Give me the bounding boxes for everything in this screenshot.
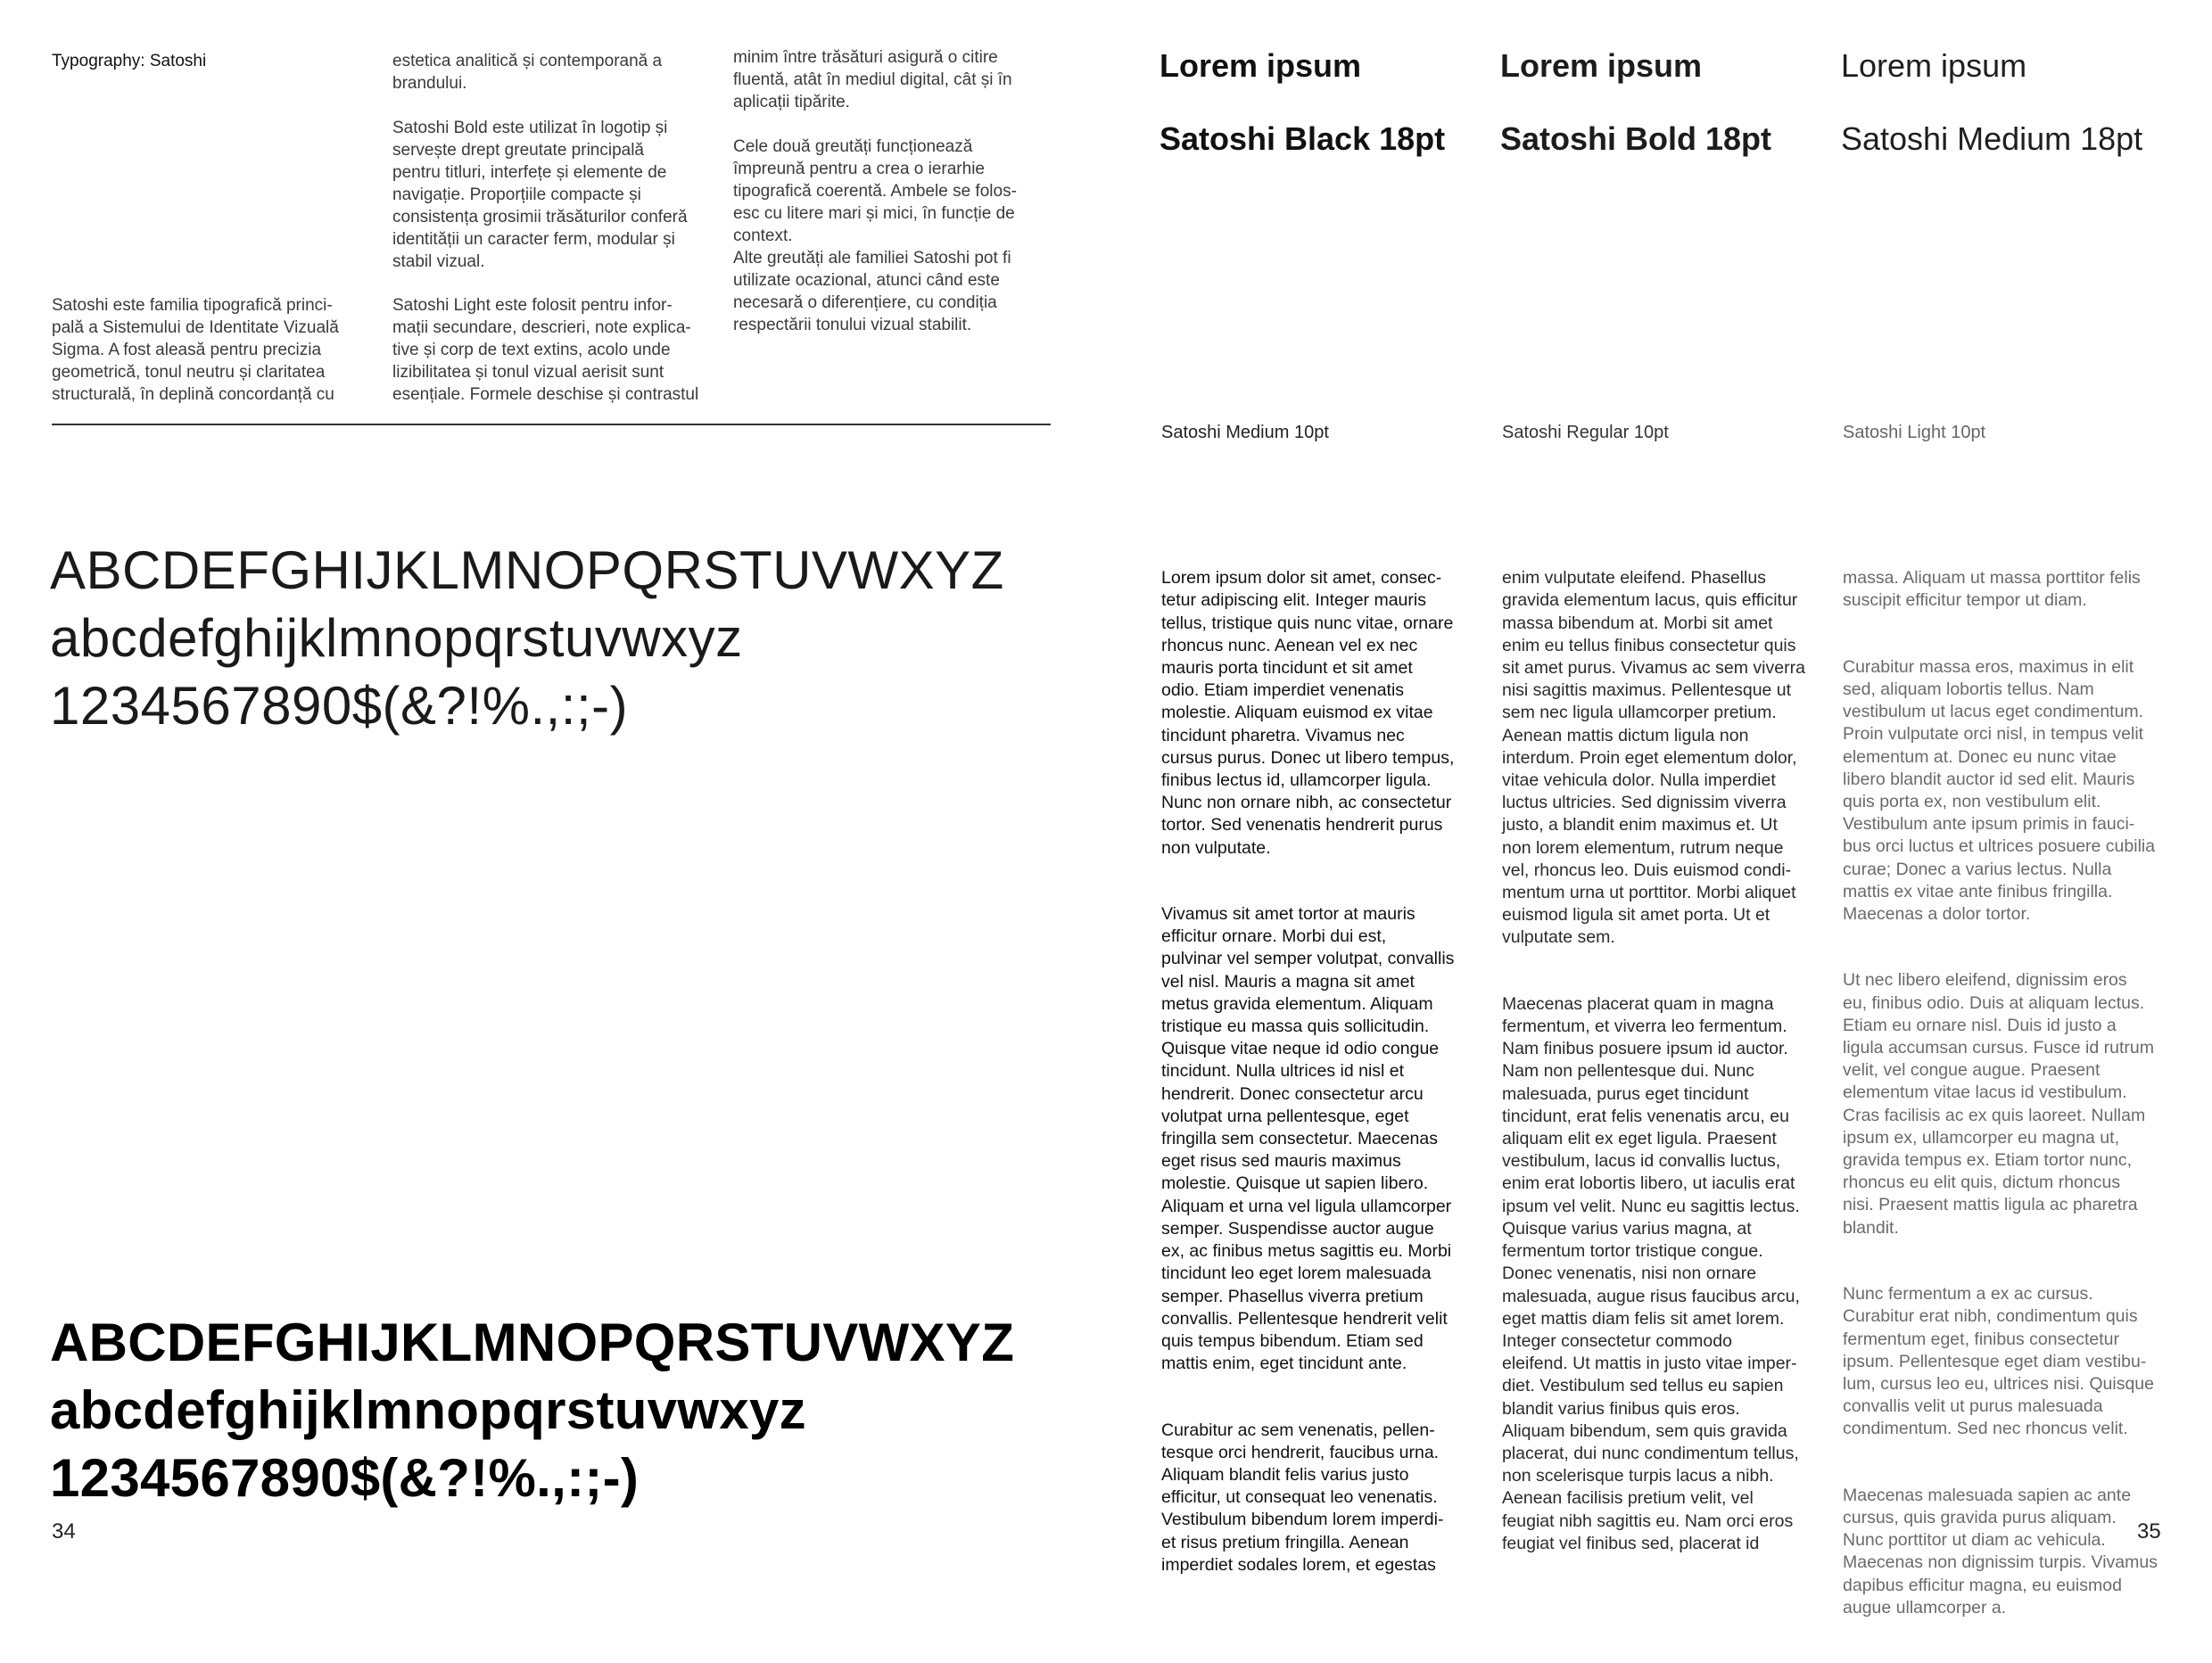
column-2-label: Satoshi Regular 10pt xyxy=(1502,423,1669,442)
column-2-paragraph: enim vulputate eleifend. Phasellus gravida elementum lacus, quis efficitur massa bibendum at. Morbi sit amet enim eu tellus finibus consectetur quis sit amet purus. Vivamus ac sem viverra nisi sagittis maximus. Pellentesque ut sem nec ligula ullamcorper pretium. Aenean mattis dictum ligula non interdum. Proin eget elementum dolor, vitae vehicula dolor. Nulla imperdiet luctus ultricies. Sed dignissim viverra justo, a blandit enim maximus et. Ut non lorem elementum, rutrum neque vel, rhoncus leo. Duis euismod condi- mentum urna ut porttitor. Morbi aliquet euismod ligula sit amet porta. Ut et vulputate sem. xyxy=(1502,568,1805,948)
specimen-light-digits: 1234567890$(&?!%.,:;-) xyxy=(50,676,629,736)
specimen-bold-digits: 1234567890$(&?!%.,:;-) xyxy=(50,1448,640,1508)
column-1-weight-name: Satoshi Black 18pt xyxy=(1160,120,1446,157)
satoshi-bold-description: Satoshi Bold este utilizat în logotip și servește drept greutate principală pentru titluri, interfețe și elemente de navigație. Proporțiile compacte și consistența grosimii trăsăturilor conferă identității un caracter ferm, modular și stabil vizual. xyxy=(392,119,688,271)
column-3-heading: Lorem ipsum xyxy=(1841,47,2027,84)
column-1-label: Satoshi Medium 10pt xyxy=(1161,423,1329,442)
column-3-paragraph: Ut nec libero eleifend, dignissim eros eu, finibus odio. Duis at aliquam lectus. Etiam eu ornare nisl. Duis id justo a ligula accumsan cursus. Fusce id rutrum velit, vel congue augue. Praesent elementum vitae lacus id vestibulum. Cras facilisis ac ex quis laoreet. Nullam ipsum ex, ullamcorper eu magna ut, gravida tempus ex. Etiam tortor nunc, rhoncus eu elit quis, dictum rhoncus nisi. Praesent mattis ligula ac pharetra blandit. xyxy=(1843,970,2154,1238)
specimen-bold-lowercase: abcdefghijklmnopqrstuvwxyz xyxy=(50,1380,806,1440)
intro-text: Satoshi este familia tipografică princi- pală a Sistemului de Identitate Vizuală Sigma. A fost aleasă pentru precizia geometrică, tonul neutru și claritatea structurală, în deplină concordanță cu xyxy=(52,296,339,404)
column-3-paragraph: massa. Aliquam ut massa porttitor felis suscipit efficitur tempor ut diam. xyxy=(1843,568,2141,611)
satoshi-light-description: Satoshi Light este folosit pentru infor- mații secundare, descrieri, note explica- tive și corp de text extins, acolo unde lizibilitatea și tonul vizual aerisit sunt esențiale. Formele deschise și contrastul xyxy=(392,296,699,404)
col2-top-text: estetica analitică și contemporană a brandului. xyxy=(392,52,663,93)
col3-top-text: minim între trăsături asigură o citire fluentă, atât în mediul digital, cât și în aplicații tipărite. xyxy=(733,48,1012,111)
specimen-light xyxy=(50,537,1004,740)
column-1-paragraph: Vivamus sit amet tortor at mauris efficitur ornare. Morbi dui est, pulvinar vel semper volutpat, convallis vel nisl. Mauris a magna sit amet metus gravida elementum. Aliquam tristique eu massa quis sollicitudin. Quisque vitae neque id odio congue tincidunt. Nulla ultrices id nisl et hendrerit. Donec consectetur arcu volutpat urna pellentesque, eget fringilla sem consectetur. Maecenas eget risus sed mauris maximus molestie. Quisque ut sapien libero. Aliquam et urna vel ligula ullamcorper semper. Suspendisse auctor augue ex, ac finibus metus sagittis eu. Morbi tincidunt leo eget lorem malesuada semper. Phasellus viverra pretium convallis. Pellentesque hendrerit velit quis tempus bibendum. Etiam sed mattis enim, eget tincidunt ante. xyxy=(1161,904,1455,1374)
column-3-paragraph: Maecenas malesuada sapien ac ante cursus, quis gravida purus aliquam. Nunc porttitor ut diam ac vehicula. Maecenas non dignissim turpis. Vivamus dapibus efficitur magna, eu euismod augue ullamcorper a. xyxy=(1843,1485,2158,1618)
column-2-paragraph: Maecenas placerat quam in magna fermentum, et viverra leo fermentum. Nam finibus posuere ipsum id auctor. Nam non pellentesque dui. Nunc malesuada, purus eget tincidunt tincidunt, erat felis venenatis arcu, eu aliquam elit ex eget ligula. Praesent vestibulum, lacus id convallis luctus, enim erat lobortis libero, ut iaculis erat ipsum vel velit. Nunc eu sagittis lectus. Quisque varius varius magna, at fermentum tortor tristique congue. Donec venenatis, nisi non ornare malesuada, augue risus faucibus arcu, eget mattis diam felis sit amet lorem. Integer consectetur commodo eleifend. Ut mattis in justo vitae imper- diet. Vestibulum sed tellus eu sapien blandit varius finibus quis eros. Aliquam bibendum, sem quis gravida placerat, dui nunc condimentum tellus, non scelerisque turpis lacus a nibh. Aenean facilisis pretium velit, vel feugiat nibh sagittis eu. Nam orci eros feugiat vel finibus sed, placerat id xyxy=(1502,993,1800,1553)
column-3-body xyxy=(1843,545,2191,1663)
column-1-paragraph: Curabitur ac sem venenatis, pellen- tesque orci hendrerit, faucibus urna. Aliquam blandit felis varius justo efficitur, ut consequat leo venenatis. Vestibulum bibendum lorem imperdi- et risus pretium fringilla. Aenean imperdiet sodales lorem, et egestas xyxy=(1161,1420,1444,1575)
column-2-body xyxy=(1502,545,1841,1599)
weights-description: Cele două greutăți funcționează împreună pentru a crea o ierarhie tipografică coerentă. Ambele se folos- esc cu litere mari și mici, în funcție de context. Alte greutăți ale familiei Satoshi pot fi utilizate ocazional, atunci când este necesară o diferențiere, cu condiția respectării tonului vizual stabilit. xyxy=(733,137,1017,334)
column-1-paragraph: Lorem ipsum dolor sit amet, consec- tetur adipiscing elit. Integer mauris tellus, tristique quis nunc vitae, ornare rhoncus nunc. Aenean vel ex nec mauris porta tincidunt et sit amet odio. Etiam imperdiet venenatis molestie. Aliquam euismod ex vitae tincidunt pharetra. Vivamus nec cursus purus. Donec ut libero tempus, finibus lectus id, ullamcorper ligula. Nunc non ornare nibh, ac consectetur tortor. Sed venenatis hendrerit purus non vulputate. xyxy=(1161,568,1455,858)
specimen-light-lowercase: abcdefghijklmnopqrstuvwxyz xyxy=(50,608,743,668)
column-3-weight-name: Satoshi Medium 18pt xyxy=(1841,120,2143,157)
column-2-weight-name: Satoshi Bold 18pt xyxy=(1500,120,1772,157)
divider-line xyxy=(52,424,1051,425)
specimen-bold-uppercase: ABCDEFGHIJKLMNOPQRSTUVWXYZ xyxy=(50,1313,1015,1372)
column-1-heading: Lorem ipsum xyxy=(1160,47,1362,84)
specimen-light-uppercase: ABCDEFGHIJKLMNOPQRSTUVWXYZ xyxy=(50,540,1004,600)
page-number-left: 34 xyxy=(52,1519,76,1544)
column-3-label: Satoshi Light 10pt xyxy=(1843,423,1986,442)
page-number-right: 35 xyxy=(2137,1519,2161,1544)
column-3-paragraph: Nunc fermentum a ex ac cursus. Curabitur erat nibh, condimentum quis fermentum eget, finibus consectetur ipsum. Pellentesque eget diam vestibu- lum, cursus leo eu, ultrices nisi. Quisque convallis velit ut purus malesuada condimentum. Sed nec rhoncus velit. xyxy=(1843,1284,2154,1439)
column-3-paragraph: Curabitur massa eros, maximus in elit sed, aliquam lobortis tellus. Nam vestibulum ut lacus eget condimentum. Proin vulputate orci nisl, in tempus velit elementum at. Donec eu nunc vitae libero blandit auctor id sed elit. Mauris quis porta ex, non vestibulum elit. Vestibulum ante ipsum primis in fauci- bus orci luctus et ultrices posuere cubilia curae; Donec a varius lectus. Nulla mattis ex vitae ante finibus fringilla. Maecenas a dolor tortor. xyxy=(1843,656,2156,925)
typography-title: Typography: Satoshi xyxy=(52,52,207,70)
specimen-bold xyxy=(50,1309,1014,1512)
column-2-heading: Lorem ipsum xyxy=(1500,47,1703,84)
column-1-body xyxy=(1161,545,1500,1620)
